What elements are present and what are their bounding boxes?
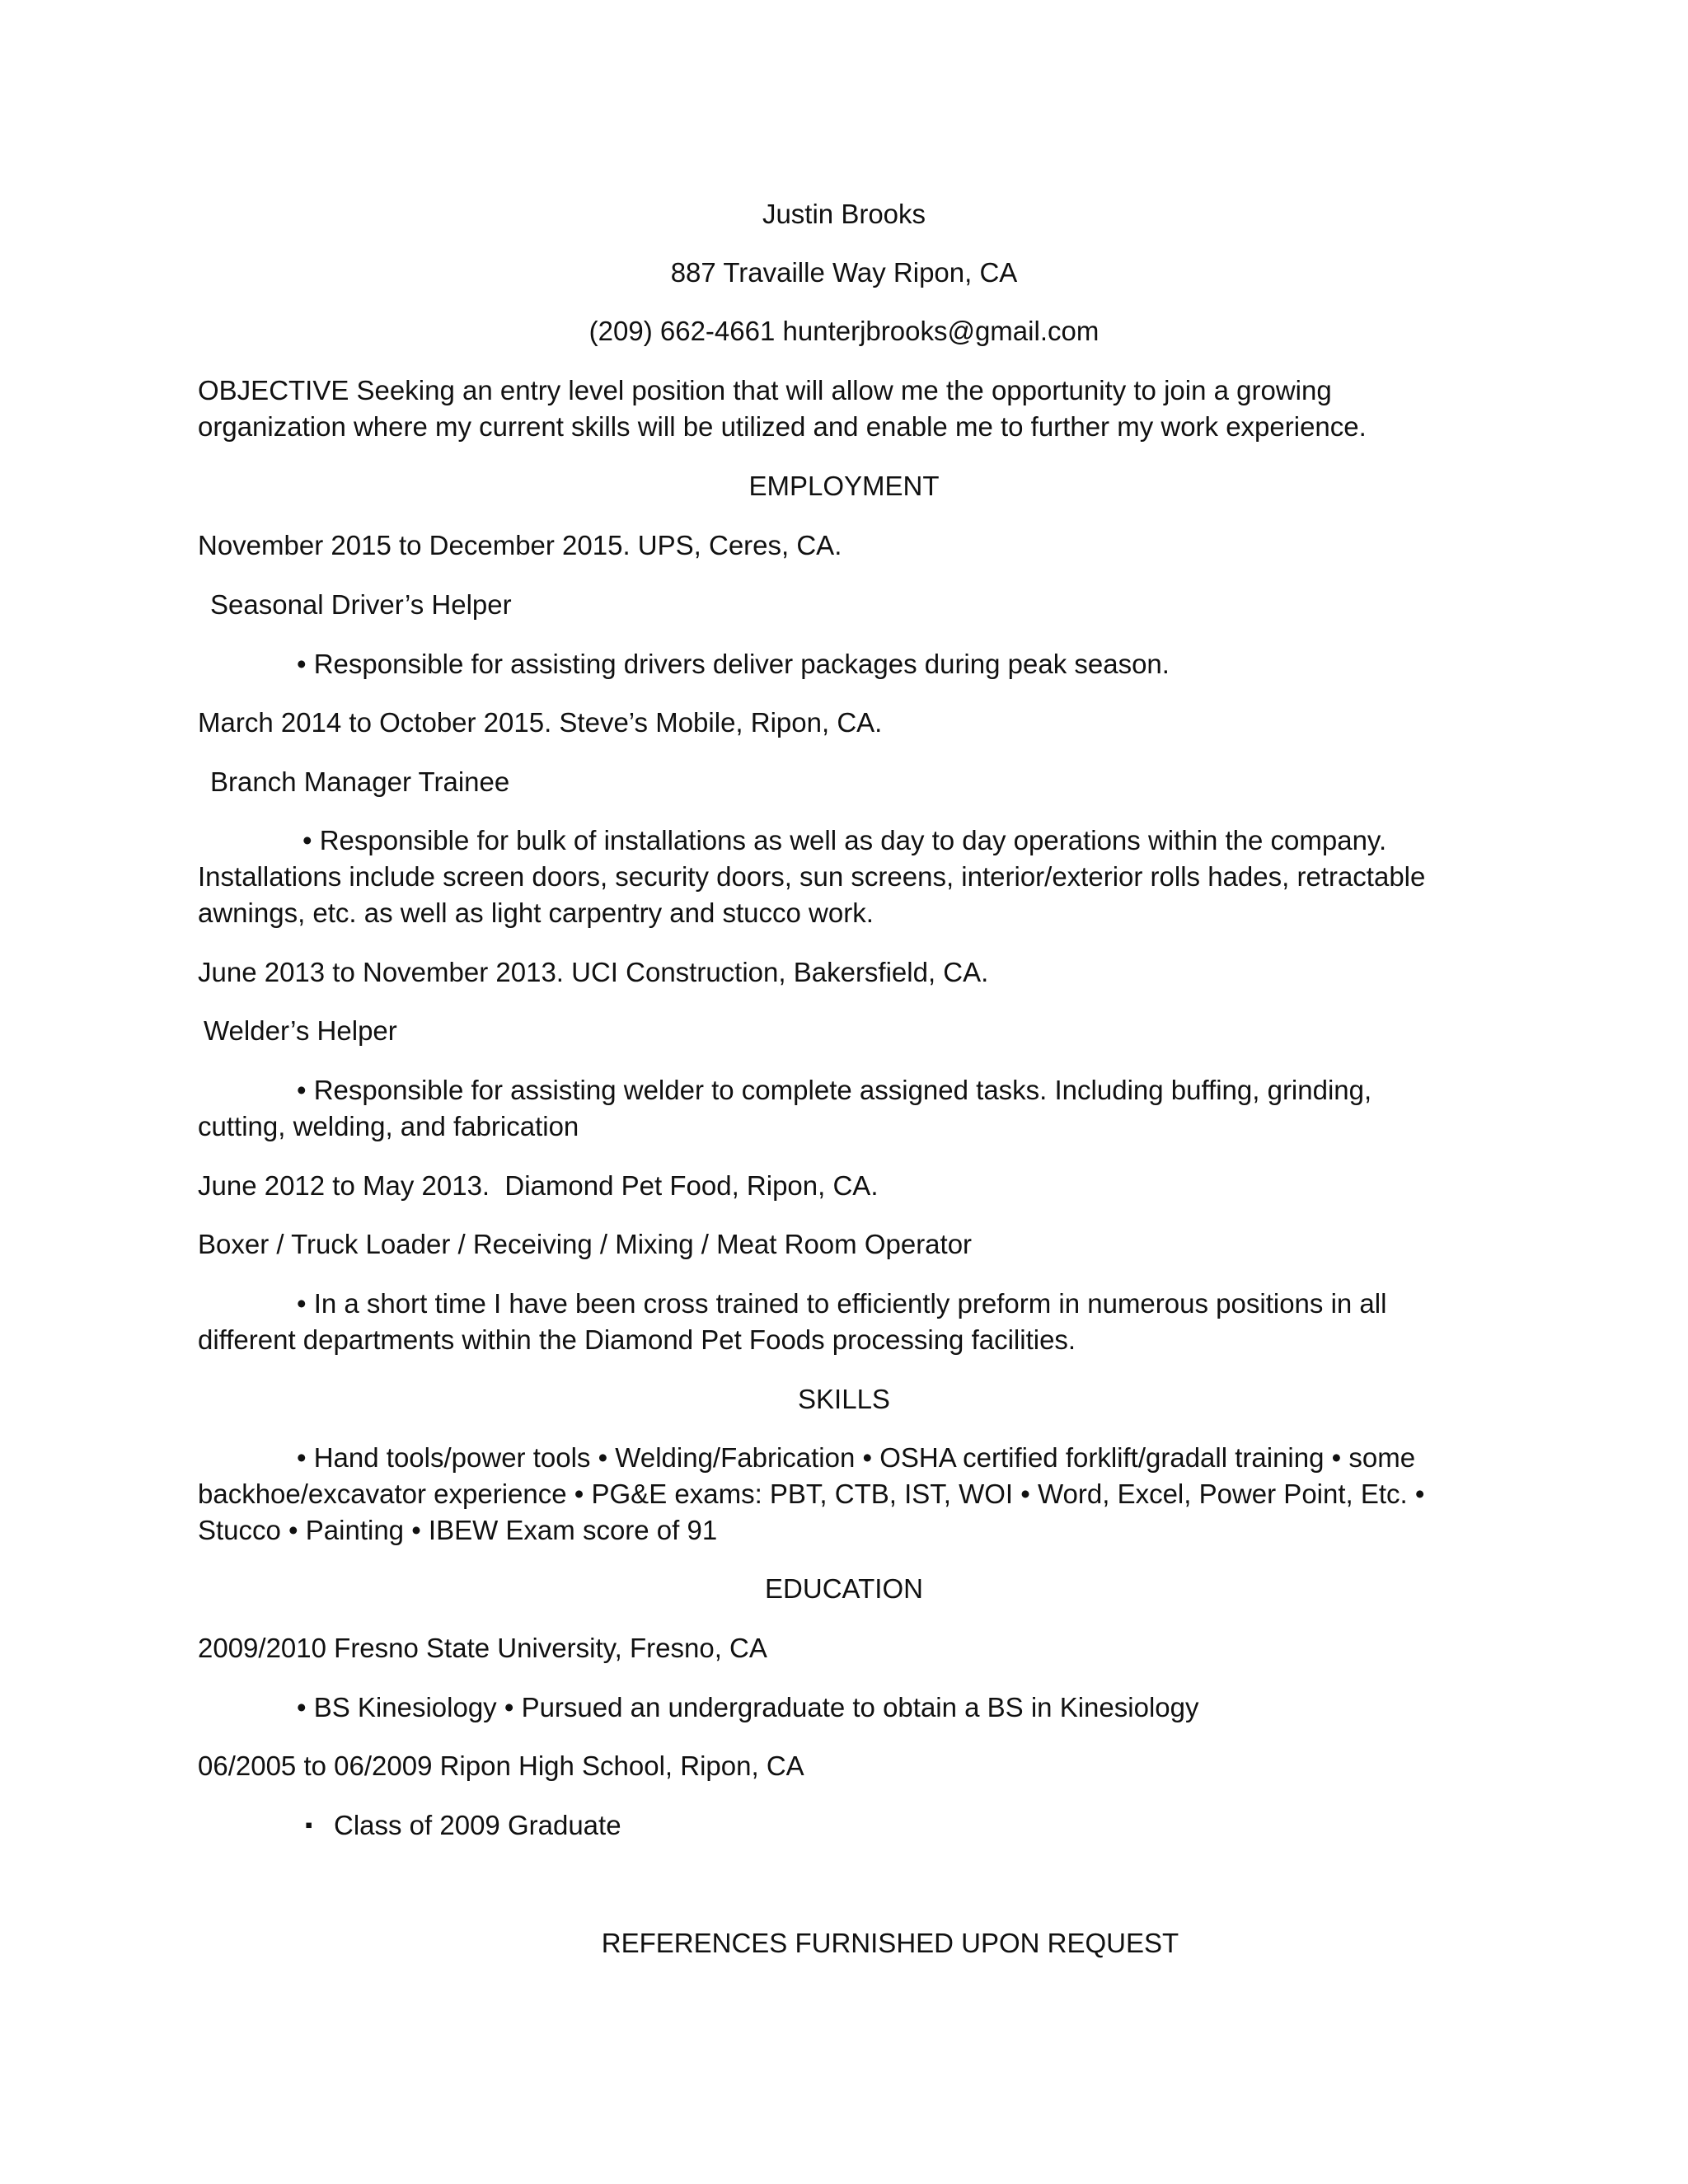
skills-line-2: backhoe/excavator experience • PG&E exams: PBT, CTB, IST, WOI • Word, Excel, Power Point, Etc. • (198, 1479, 1425, 1509)
education-heading: EDUCATION (765, 1573, 923, 1604)
job-4-desc-line-1: • In a short time I have been cross trained to efficiently preform in numerous positions in all (297, 1288, 1387, 1319)
job-2-title: Branch Manager Trainee (210, 766, 510, 797)
school-2-dates: 06/2005 to 06/2009 Ripon High School, Ripon, CA (198, 1750, 804, 1781)
job-3-desc-line-1: • Responsible for assisting welder to complete assigned tasks. Including buffing, grinding, (297, 1075, 1372, 1105)
job-1-desc-line-1: • Responsible for assisting drivers deliver packages during peak season. (297, 649, 1170, 679)
job-3-desc-line-2: cutting, welding, and fabrication (198, 1111, 579, 1141)
applicant-contact: (209) 662-4661 hunterjbrooks@gmail.com (588, 316, 1100, 346)
job-4-desc-line-2: different departments within the Diamond Pet Foods processing facilities. (198, 1324, 1076, 1355)
objective-line-2: organization where my current skills will be utilized and enable me to further my work experience. (198, 411, 1367, 442)
job-4-title: Boxer / Truck Loader / Receiving / Mixing / Meat Room Operator (198, 1229, 973, 1259)
objective-line-1: OBJECTIVE Seeking an entry level position that will allow me the opportunity to join a growing (198, 375, 1332, 405)
school-1-detail: • BS Kinesiology • Pursued an undergraduate to obtain a BS in Kinesiology (297, 1692, 1199, 1722)
applicant-address: 887 Travaille Way Ripon, CA (670, 257, 1018, 288)
job-2-desc-line-3: awnings, etc. as well as light carpentry and stucco work. (198, 898, 874, 928)
job-2-desc-line-1: • Responsible for bulk of installations as well as day to day operations within the company. (302, 825, 1387, 855)
job-3-title: Welder’s Helper (204, 1015, 397, 1046)
square-bullet-icon: ▪ (305, 1812, 313, 1837)
skills-heading: SKILLS (798, 1384, 890, 1414)
applicant-name: Justin Brooks (762, 199, 926, 229)
job-1-title: Seasonal Driver’s Helper (210, 589, 512, 620)
skills-line-1: • Hand tools/power tools • Welding/Fabrication • OSHA certified forklift/gradall training • some (297, 1442, 1416, 1473)
skills-line-3: Stucco • Painting • IBEW Exam score of 91 (198, 1515, 718, 1545)
school-2-detail: Class of 2009 Graduate (334, 1810, 621, 1840)
school-1-dates: 2009/2010 Fresno State University, Fresno, CA (198, 1633, 767, 1663)
job-2-dates: March 2014 to October 2015. Steve’s Mobile, Ripon, CA. (198, 707, 883, 738)
job-2-desc-line-2: Installations include screen doors, security doors, sun screens, interior/exterior rolls hades, retractable (198, 861, 1426, 892)
employment-heading: EMPLOYMENT (748, 471, 940, 501)
job-3-dates: June 2013 to November 2013. UCI Construction, Bakersfield, CA. (198, 957, 989, 987)
job-4-dates: June 2012 to May 2013. Diamond Pet Food, Ripon, CA. (198, 1170, 879, 1201)
references-note: REFERENCES FURNISHED UPON REQUEST (601, 1928, 1179, 1958)
job-1-dates: November 2015 to December 2015. UPS, Ceres, CA. (198, 530, 842, 560)
